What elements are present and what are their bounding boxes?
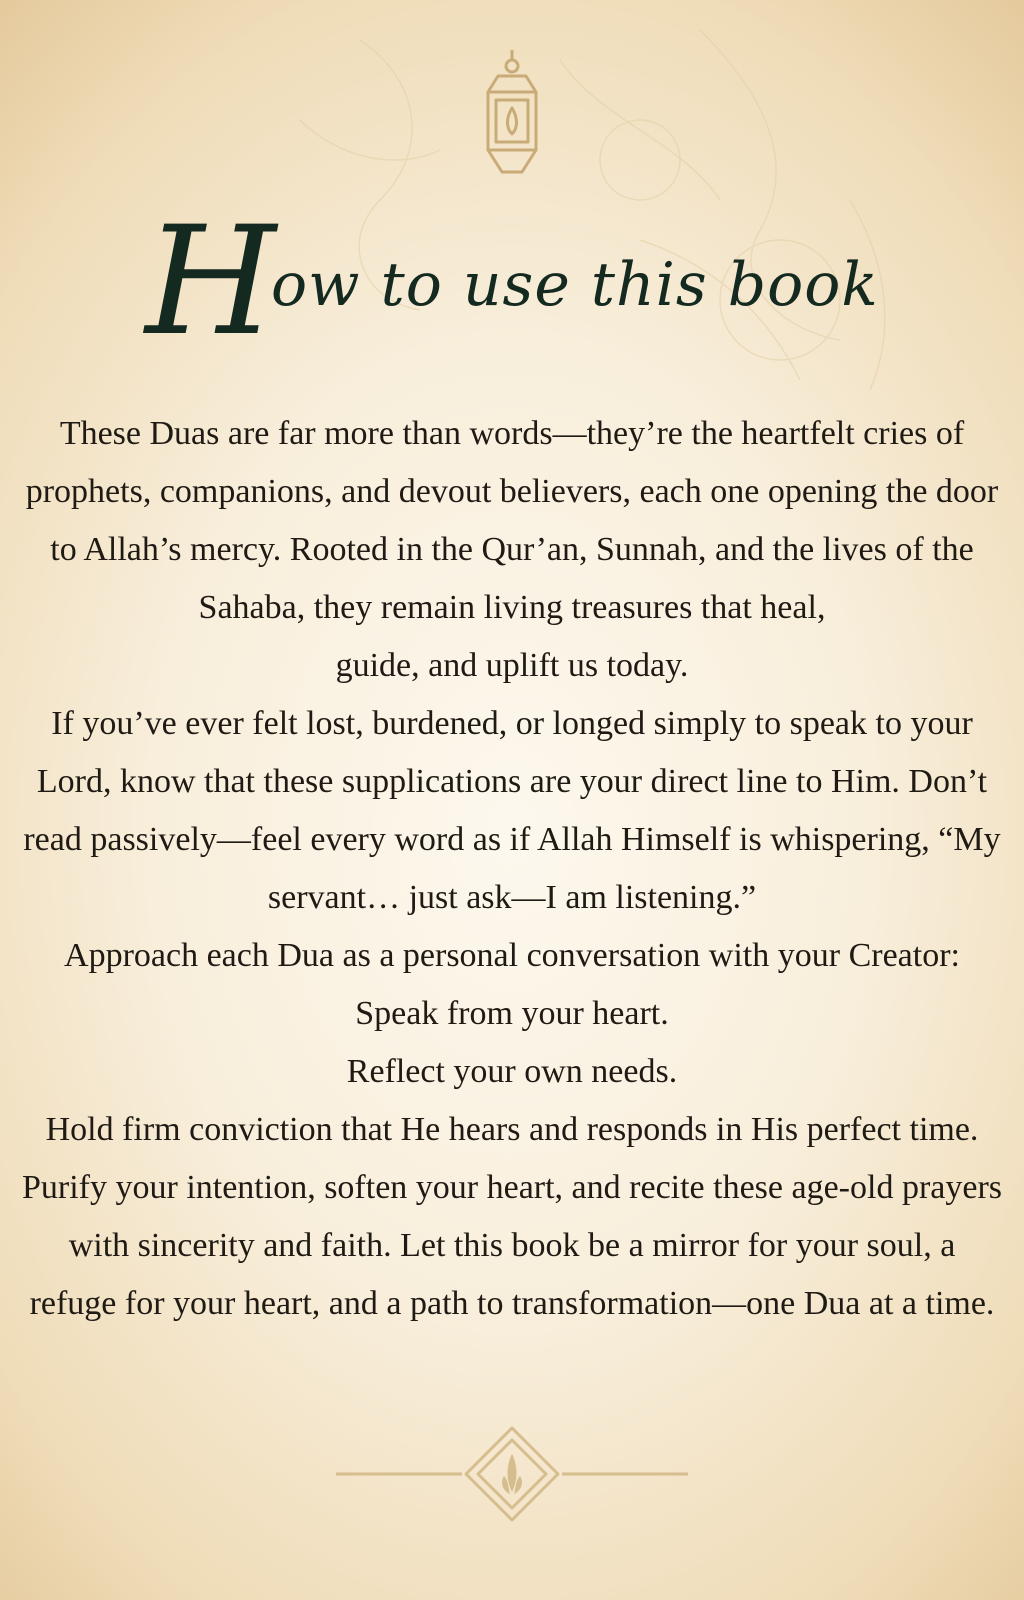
list-item-reflect: Reflect your own needs. (346, 1053, 678, 1090)
lantern-icon (476, 48, 548, 180)
paragraph-approach: Approach each Dua as a personal conversation with your Creator: (64, 937, 960, 974)
page-title (0, 195, 1024, 369)
title-initial: H (145, 195, 278, 369)
list-item-conviction: Hold firm conviction that He hears and responds in His perfect time. (45, 1111, 979, 1148)
body-text (22, 405, 1002, 1333)
title-rest: ow to use this book (271, 250, 879, 320)
paragraph-lost: If you’ve ever felt lost, burdened, or longed simply to speak to your Lord, know that these supplications are your direct line to Him. Don’t read passively—feel every word as if Allah Himself is whispering, “My servant… just ask—I am listening.” (23, 705, 1001, 916)
paragraph-closing: Purify your intention, soften your heart, and recite these age-old prayers with sincerity and faith. Let this book be a mirror for your soul, a refuge for your heart, and a path to transformation—one Dua at a time. (22, 1169, 1003, 1322)
list-item-speak: Speak from your heart. (355, 995, 669, 1032)
diamond-leaf-ornament-icon (332, 1424, 692, 1524)
paragraph-intro-end: guide, and uplift us today. (335, 647, 689, 684)
paragraph-intro: These Duas are far more than words—they’re the heartfelt cries of prophets, companions, and devout believers, each one opening the door to Allah’s mercy. Rooted in the Qur’an, Sunnah, and the lives of the Sahaba, they remain living treasures that heal, (25, 415, 999, 626)
